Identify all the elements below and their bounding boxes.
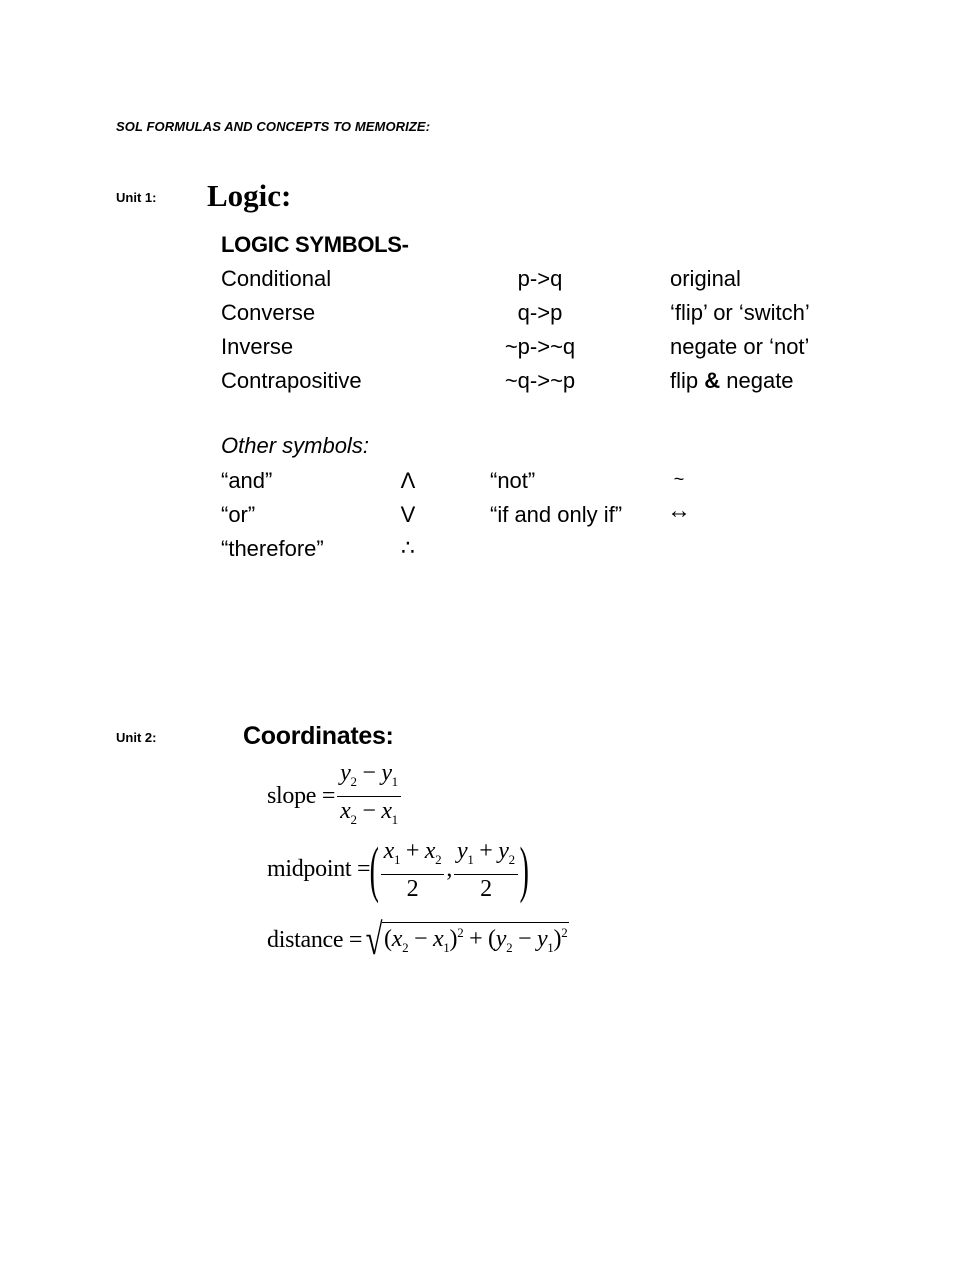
row-conditional-symbol: p->q: [517, 266, 563, 291]
other-symbols-title: Other symbols:: [221, 433, 369, 458]
ampersand: &: [704, 368, 721, 393]
other-not-word: “not”: [490, 468, 536, 493]
row-conditional-meaning: original: [670, 266, 741, 291]
midpoint-x-fraction: $\frac{x_1 + x_2}{2}$: [381, 838, 445, 902]
other-or-word: “or”: [221, 502, 256, 527]
row-converse-meaning: ‘flip’ or ‘switch’: [670, 300, 810, 325]
document-heading: SOL FORMULAS AND CONCEPTS TO MEMORIZE:: [116, 119, 431, 134]
row-inverse-symbol: ~p->~q: [504, 334, 576, 359]
other-iff-word: “if and only if”: [490, 502, 623, 527]
slope-fraction: $\frac{y_2 - y_1}{x_2 - x_1}$: [337, 760, 401, 833]
row-converse-symbol: q->p: [517, 300, 563, 325]
row-converse-name: Converse: [221, 300, 316, 325]
distance-formula: [267, 915, 569, 964]
row-contrapositive-symbol: ~q->~p: [504, 368, 576, 393]
row-contrapositive-meaning: [670, 368, 794, 394]
logic-title: Logic:: [207, 178, 292, 213]
slope-label: slope =: [267, 782, 336, 809]
unit2-label: Unit 2:: [116, 730, 157, 745]
other-or-symbol: V: [400, 502, 416, 527]
row-contrapositive-name: Contrapositive: [221, 368, 362, 393]
unit1-label: Unit 1:: [116, 190, 157, 205]
midpoint-y-fraction: $\frac{y_1 + y_2}{2}$: [454, 838, 518, 902]
midpoint-formula: midpoint = ( $\frac{x_1 + x_2}{2}$ , $\frac{y_1 + y_2}{2}$ ): [267, 835, 529, 904]
other-therefore-symbol: ∴: [401, 535, 415, 560]
square-root: √ $(x_2 - x_1)^2 + (y_2 - y_1)^2$: [365, 915, 568, 964]
other-iff-symbol: ↔: [667, 497, 691, 524]
midpoint-label: midpoint =: [267, 856, 371, 883]
row-inverse-meaning: negate or ‘not’: [670, 334, 810, 359]
meaning-pre: flip: [670, 368, 705, 393]
other-not-symbol: ~: [673, 469, 685, 489]
other-and-symbol: Λ: [400, 468, 416, 493]
distance-label: distance =: [267, 926, 363, 953]
logic-symbols-subtitle: LOGIC SYMBOLS-: [221, 232, 409, 257]
other-therefore-word: “therefore”: [221, 536, 324, 561]
coordinates-title: Coordinates:: [243, 722, 394, 750]
meaning-post: negate: [720, 368, 794, 393]
other-and-word: “and”: [221, 468, 273, 493]
slope-formula: [267, 760, 403, 833]
row-inverse-name: Inverse: [221, 334, 294, 359]
row-conditional-name: Conditional: [221, 266, 332, 291]
